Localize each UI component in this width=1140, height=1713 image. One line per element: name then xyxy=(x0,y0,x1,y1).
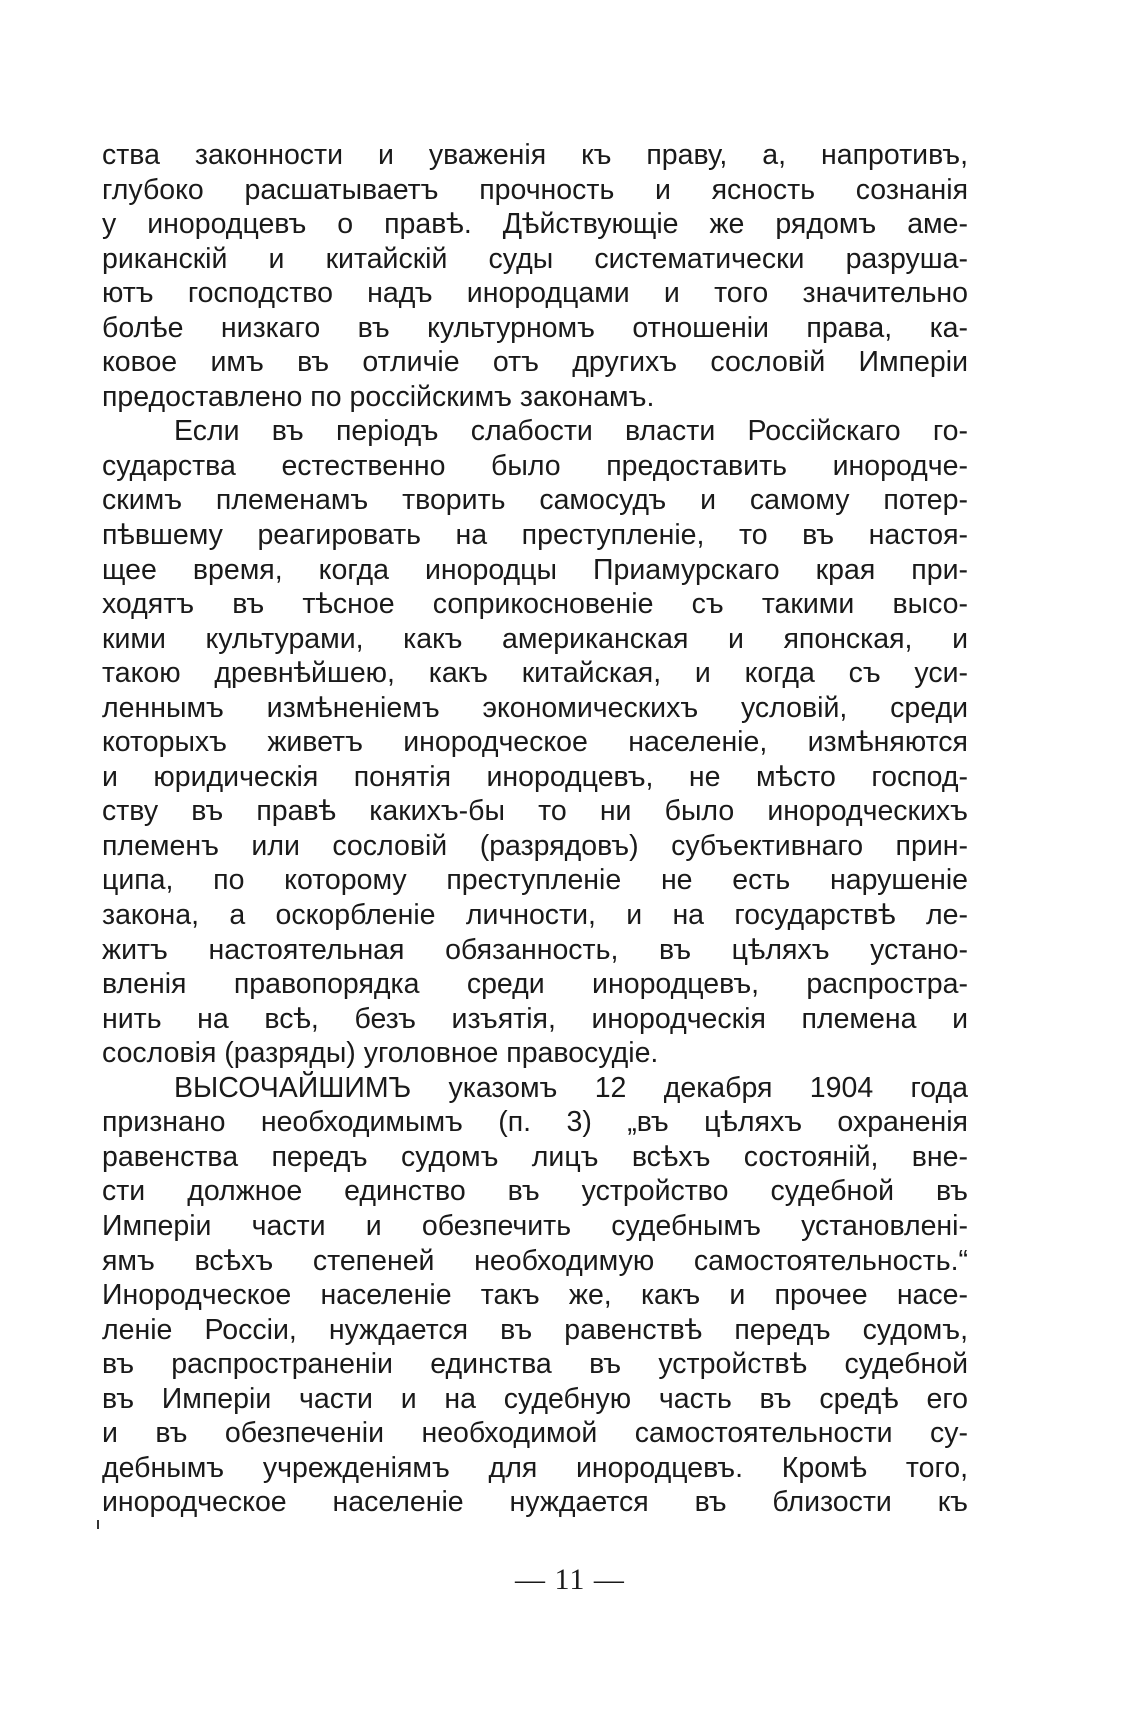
paragraph-start-line: Если въ періодъ слабости власти Россійскаго го- xyxy=(174,415,968,448)
text-line: въ Имперіи части и на судебную часть въ средѣ его xyxy=(102,1382,968,1415)
text-line: сударства естественно было предоставить инородче- xyxy=(102,449,968,482)
scan-speck xyxy=(97,1520,99,1529)
page-number: — 11 — xyxy=(515,1563,625,1596)
text-line: признано необходимымъ (п. 3) „въ цѣляхъ охраненія xyxy=(102,1106,968,1139)
text-line: ютъ господство надъ инородцами и того значительно xyxy=(102,277,968,310)
text-line: племенъ или сословій (разрядовъ) субъективнаго прин- xyxy=(102,829,968,862)
text-line: щее время, когда инородцы Приамурскаго края при- xyxy=(102,553,968,586)
text-line: болѣе низкаго въ культурномъ отношеніи права, ка- xyxy=(102,311,968,344)
text-line: кими культурами, какъ американская и японская, и xyxy=(102,622,968,655)
text-line: скимъ племенамъ творить самосудъ и самому потер- xyxy=(102,484,968,517)
text-line: ства законности и уваженія къ праву, а, напротивъ, xyxy=(102,139,968,171)
text-line: вленія правопорядка среди инородцевъ, распростра- xyxy=(102,968,968,1001)
text-line: ковое имъ въ отличіе отъ другихъ сословій Имперіи xyxy=(102,346,968,379)
text-line: ямъ всѣхъ степеней необходимую самостоятельность.“ xyxy=(102,1244,968,1277)
text-line: житъ настоятельная обязанность, въ цѣляхъ устано- xyxy=(102,933,968,966)
text-line: Инородческое населеніе такъ же, какъ и прочее насе- xyxy=(102,1279,968,1312)
text-line: ству въ правѣ какихъ-бы то ни было инородческихъ xyxy=(102,795,968,828)
text-line: и юридическія понятія инородцевъ, не мѣсто господ- xyxy=(102,760,968,793)
text-line: инородческое населеніе нуждается въ близости къ xyxy=(102,1486,968,1519)
text-line: ципа, по которому преступленіе не есть нарушеніе xyxy=(102,864,968,897)
text-line: сти должное единство въ устройство судебной въ xyxy=(102,1175,968,1208)
text-line: которыхъ живетъ инородческое населеніе, измѣняются xyxy=(102,726,968,759)
text-line: дебнымъ учрежденіямъ для инородцевъ. Кромѣ того, xyxy=(102,1451,968,1484)
text-line: закона, а оскорбленіе личности, и на государствѣ ле- xyxy=(102,899,968,932)
text-line: нить на всѣ, безъ изъятія, инородческія племена и xyxy=(102,1002,968,1035)
text-line: Имперіи части и обезпечить судебнымъ установленi- xyxy=(102,1209,968,1242)
text-line: предоставлено по россійскимъ законамъ. xyxy=(102,380,655,413)
text-line: такою древнѣйшею, какъ китайская, и когда съ уси- xyxy=(102,657,968,690)
text-line: въ распространеніи единства въ устройствѣ судебной xyxy=(102,1348,968,1381)
text-line: пѣвшему реагировать на преступленіе, то въ настоя- xyxy=(102,519,968,552)
text-line: риканскій и китайскій суды систематически разруша- xyxy=(102,242,968,275)
text-line: леніе Россіи, нуждается въ равенствѣ передъ судомъ, xyxy=(102,1313,968,1346)
text-line: у инородцевъ о правѣ. Дѣйствующіе же рядомъ аме- xyxy=(102,208,968,241)
text-line: ходятъ въ тѣсное соприкосновеніе съ такими высо- xyxy=(102,588,968,621)
text-line: глубоко расшатываетъ прочность и ясность сознанія xyxy=(102,173,968,206)
paragraph-start-line: ВЫСОЧАЙШИМЪ указомъ 12 декабря 1904 года xyxy=(174,1071,968,1104)
text-line: равенства передъ судомъ лицъ всѣхъ состояній, вне- xyxy=(102,1140,968,1173)
text-line: леннымъ измѣненіемъ экономическихъ условій, среди xyxy=(102,691,968,724)
body-text xyxy=(102,138,968,1520)
text-line: сословія (разряды) уголовное правосудіе. xyxy=(102,1037,659,1070)
text-line: и въ обезпеченіи необходимой самостоятельности су- xyxy=(102,1417,968,1450)
